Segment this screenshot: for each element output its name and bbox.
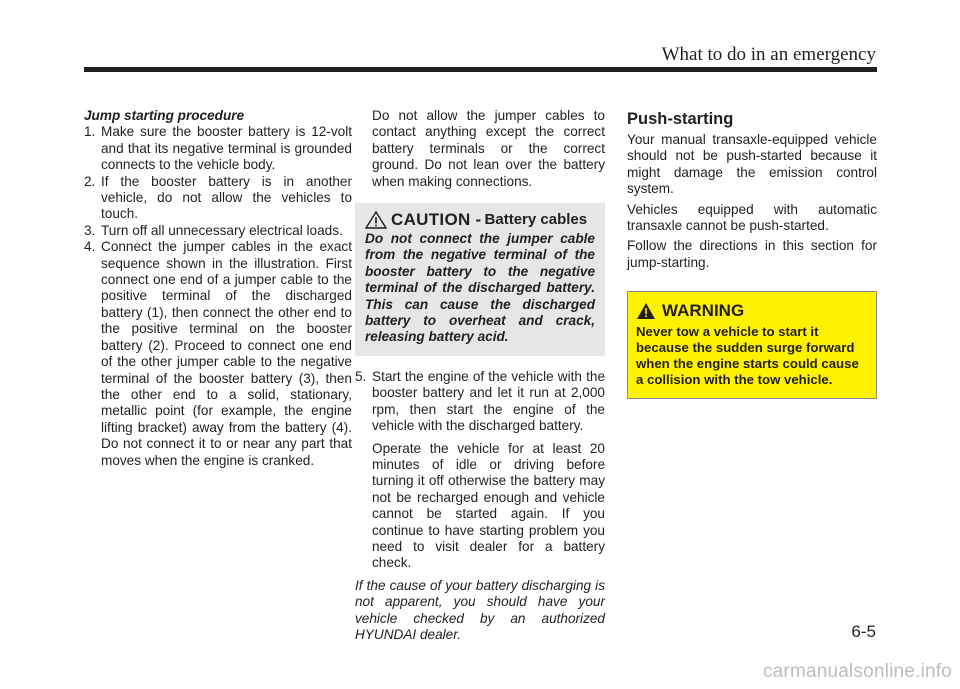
caution-body: Do not connect the jumper cable from the negative terminal of the booster battery to the negative terminal of the discharged battery. This can cause the discharged battery to overheat and crack, releasing battery acid. [365, 231, 595, 345]
list-text: Turn off all unnecessary electrical loads. [101, 222, 343, 238]
heading-push-starting: Push-starting [627, 110, 734, 128]
list-item-2 [84, 174, 352, 223]
step5-continuation: Operate the vehicle for at least 20 minutes of idle or driving before turning it off otherwise the battery may not be recharged enough and vehicle cannot be started again. If you continue to have starting problem you need to visit dealer for a battery check. [372, 440, 605, 571]
warning-body: Never tow a vehicle to start it because the sudden surge forward when the engine starts could cause a collision with the tow vehicle. [636, 324, 859, 388]
list-text: If the booster battery is in another vehicle, do not allow the vehicles to touch. [101, 173, 352, 222]
warning-header [636, 302, 868, 320]
list-text: Connect the jumper cables in the exact sequence shown in the illustration. First connect one end of a jumper cable to the positive terminal of the discharged battery (1), then connect the other end to the positive terminal on the booster battery (2). Proceed to connect one end of the other jumper cable to the negative terminal of the booster battery (3), then the other end to a solid, stationary, metallic point (for example, the engine lifting bracket) away from the battery (4). Do not connect it to or near any part that moves when the engine is cranked. [101, 239, 352, 468]
list-number: 5. [355, 368, 367, 384]
warning-triangle-icon [636, 302, 656, 320]
warning-title: WARNING [662, 301, 745, 321]
push-start-paragraph-2: Vehicles equipped with automatic transaxle cannot be push-started. [627, 201, 877, 234]
warning-box [627, 291, 877, 399]
caution-box [355, 203, 605, 356]
dealer-note: If the cause of your battery discharging is not apparent, you should have your vehicle checked by an authorized HYUNDAI dealer. [355, 577, 605, 642]
list-number: 1. [84, 124, 96, 140]
header-rule [84, 67, 877, 72]
list-number: 3. [84, 222, 96, 238]
list-item-3 [84, 223, 352, 239]
list-text: Start the engine of the vehicle with the booster battery and let it run at 2,000 rpm, then start the engine of the vehicle with the discharged battery. [372, 368, 605, 434]
column-left [84, 108, 352, 469]
push-start-paragraph-1: Your manual transaxle-equipped vehicle should not be push-started because it might damage the emission control system. [627, 132, 877, 197]
push-start-paragraph-3: Follow the directions in this section for jump-starting. [627, 238, 877, 270]
list-number: 2. [84, 173, 96, 189]
list-item-4 [84, 239, 352, 469]
subheading-jump-starting: Jump starting procedure [84, 108, 245, 123]
caution-subtitle: Battery cables [484, 210, 588, 228]
header-title: What to do in an emergency [661, 44, 876, 65]
caution-triangle-icon [365, 211, 387, 229]
column-right [627, 108, 877, 399]
caution-title: CAUTION - [391, 209, 482, 229]
list-text: Make sure the booster battery is 12-volt and that its negative terminal is grounded connects to the vehicle body. [101, 124, 352, 173]
list-item-5 [355, 369, 605, 435]
caution-header [365, 211, 595, 229]
column-middle [355, 108, 605, 643]
intro-paragraph: Do not allow the jumper cables to contact anything except the correct battery terminals or the correct ground. Do not lean over the battery when making connections. [372, 108, 605, 189]
list-number: 4. [84, 239, 96, 255]
watermark: carmanualsonline.info [762, 661, 952, 682]
page-number: 6-5 [851, 622, 876, 641]
list-item-1 [84, 124, 352, 173]
